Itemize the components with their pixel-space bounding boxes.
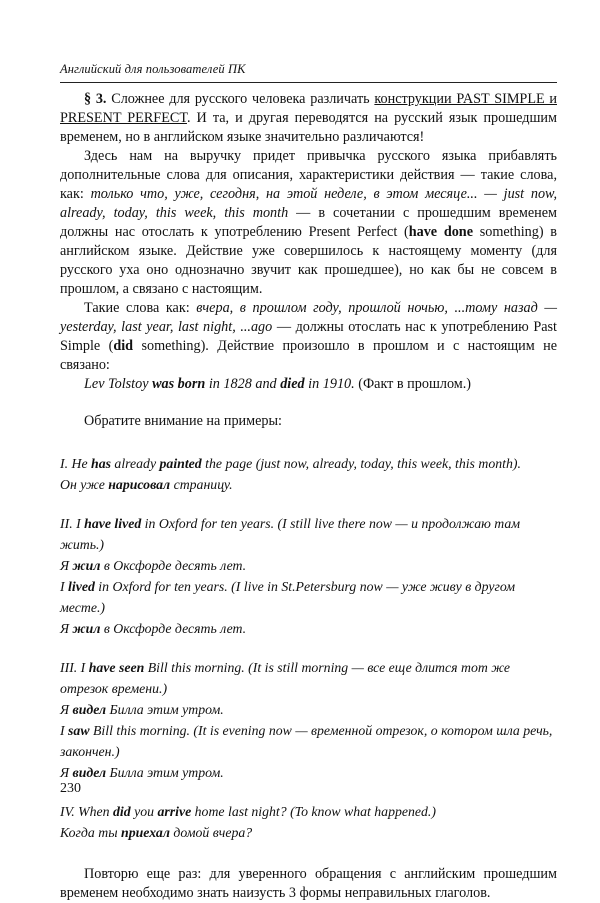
example-2-line-2: Я жил в Оксфорде десять лет. (60, 558, 247, 573)
example-3-line-1: III. I have seen Bill this morning. (It is still morning — все еще длится тот же отрезок времени.) (60, 660, 511, 696)
running-title: Английский для пользователей ПК (60, 62, 246, 76)
page-number: 230 (60, 781, 81, 796)
example-3-line-4: Я видел Билла этим утром. (60, 765, 224, 780)
section-3-paragraph: § 3. Сложнее для русского человека различать конструкции PAST SIMPLE и PRESENT PERFECT. И та, и другая переводятся на русский язык прошедшим временем, но в английском языке значительно различаются! (60, 91, 557, 145)
paragraph-past-simple: Такие слова как: вчера, в прошлом году, прошлой ночью, ...тому назад — yesterday, last year, last night, ...ago — должны отослать нас к употреблению Past Simple (did something). Действие произошло в прошлом и с настоящим не связано: (60, 300, 557, 373)
example-4 (60, 801, 557, 843)
example-4-russian: Когда ты приехал домой вчера? (60, 825, 253, 840)
example-1 (60, 453, 557, 495)
section-number: § 3. (84, 91, 107, 107)
example-3-line-2: Я видел Билла этим утром. (60, 702, 224, 717)
page-body (60, 90, 557, 903)
example-3 (60, 657, 557, 783)
example-1-english: I. He has already painted the page (just now, already, today, this week, this month). (60, 456, 521, 471)
closing-paragraph: Повторю еще раз: для уверенного обращения с английским прошедшим временем необходимо знать наизусть 3 формы неправильных глаголов. (60, 866, 557, 901)
example-2-line-1: II. I have lived in Oxford for ten years. (I still live there now — и продолжаю там жить.) (60, 516, 521, 552)
tolstoy-example: Lev Tolstoy was born in 1828 and died in 1910. (Факт в прошлом.) (84, 376, 472, 392)
attention-line: Обратите внимание на примеры: (84, 413, 282, 429)
underlined-phrase: конструкции PAST SIMPLE и PRESENT PERFECT (60, 91, 557, 126)
header-rule (60, 82, 557, 83)
example-2-line-3: I lived in Oxford for ten years. (I live in St.Petersburg now — уже живу в другом месте.) (60, 579, 516, 615)
example-2 (60, 513, 557, 639)
example-3-line-3: I saw Bill this morning. (It is evening now — временной отрезок, о котором шла речь, закончен.) (60, 723, 553, 759)
example-2-line-4: Я жил в Оксфорде десять лет. (60, 621, 247, 636)
paragraph-present-perfect: Здесь нам на выручку придет привычка русского языка прибавлять дополнительные слова для описания, характеристики действия — такие слова, как: только что, уже, сегодня, на этой неделе, в этом месяце... — just now, already, today, this week, this month — в сочетании с прошедшим временем должны нас отослать к употреблению Present Perfect (have done something) в английском языке. Действие уже совершилось к настоящему моменту (для русского уха оно однозначно звучит как прошедшее), но как бы не совсем в прошлом, а связано с настоящим. (60, 148, 558, 297)
example-1-russian: Он уже нарисовал страницу. (60, 477, 233, 492)
example-4-english: IV. When did you arrive home last night? (To know what happened.) (60, 804, 436, 819)
